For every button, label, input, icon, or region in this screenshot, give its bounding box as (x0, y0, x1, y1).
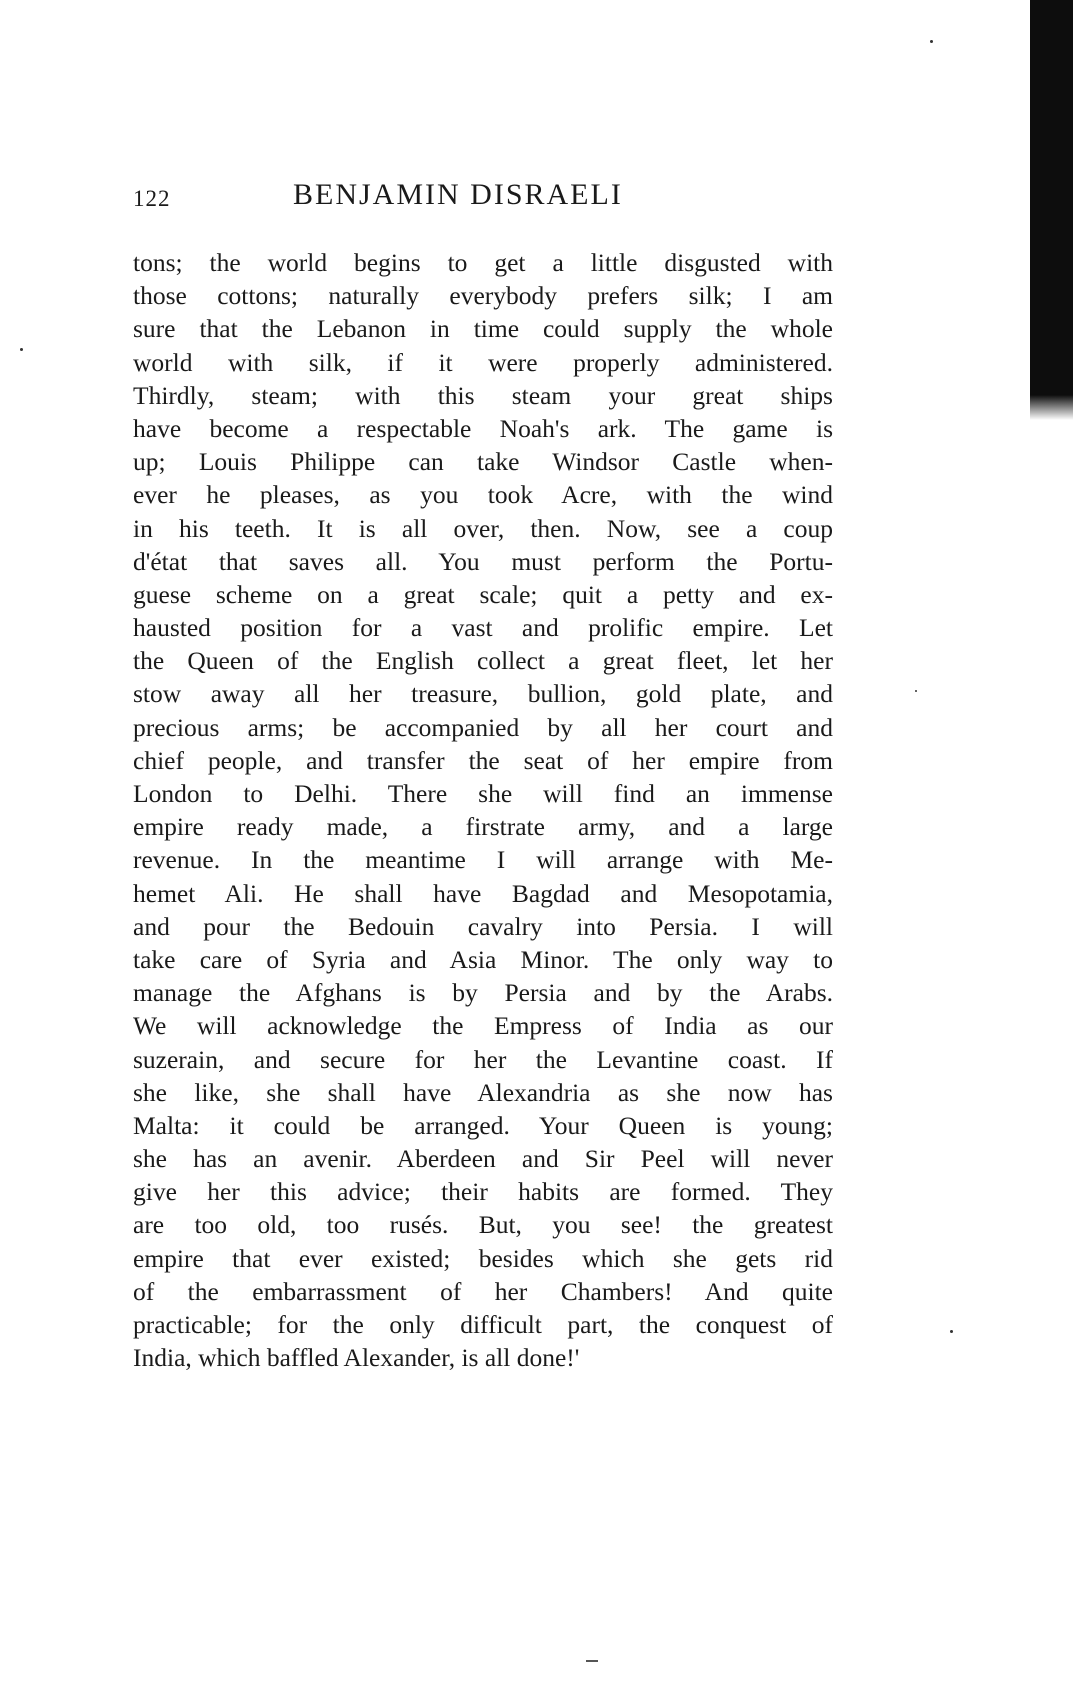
text-line: manage the Afghans is by Persia and by the Arabs. (133, 978, 833, 1008)
text-line: suzerain, and secure for her the Levantine coast. If (133, 1044, 833, 1074)
text-line: of the embarrassment of her Chambers! And quite (133, 1276, 833, 1306)
scan-speck (950, 1330, 953, 1333)
text-line: the Queen of the English collect a great fleet, let her (133, 646, 833, 676)
text-line: have become a respectable Noah's ark. The game is (133, 413, 833, 443)
page-number: 122 (133, 186, 171, 211)
text-line: those cottons; naturally everybody prefers silk; I am (133, 281, 833, 311)
text-line: tons; the world begins to get a little disgusted with (133, 248, 833, 277)
running-head: BENJAMIN DISRAELI (293, 178, 623, 211)
text-line-last: India, which baffled Alexander, is all done!' (133, 1343, 580, 1373)
text-line: empire ready made, a firstrate army, and a large (133, 812, 833, 842)
body-text (133, 246, 833, 1374)
text-line: Malta: it could be arranged. Your Queen is young; (133, 1110, 833, 1140)
text-line: she like, she shall have Alexandria as she now has (133, 1077, 833, 1107)
text-line: she has an avenir. Aberdeen and Sir Peel will never (133, 1144, 833, 1174)
scan-speck (915, 690, 917, 692)
scan-speck (930, 40, 933, 43)
text-line: sure that the Lebanon in time could supply the whole (133, 314, 833, 344)
text-line: empire that ever existed; besides which she gets rid (133, 1243, 833, 1273)
text-line: guese scheme on a great scale; quit a petty and ex- (133, 579, 833, 609)
text-line: are too old, too rusés. But, you see! the greatest (133, 1210, 833, 1240)
text-line: hemet Ali. He shall have Bagdad and Mesopotamia, (133, 878, 833, 908)
text-line: We will acknowledge the Empress of India as our (133, 1011, 833, 1041)
text-line: world with silk, if it were properly administered. (133, 347, 833, 377)
scan-speck (20, 348, 23, 351)
text-line: London to Delhi. There she will find an immense (133, 779, 833, 808)
text-line: take care of Syria and Asia Minor. The only way to (133, 944, 833, 974)
page-header (133, 178, 833, 218)
text-line: stow away all her treasure, bullion, gold plate, and (133, 679, 833, 709)
text-line: in his teeth. It is all over, then. Now, see a coup (133, 513, 833, 543)
text-line: and pour the Bedouin cavalry into Persia. I will (133, 911, 833, 941)
text-line: precious arms; be accompanied by all her court and (133, 712, 833, 742)
scan-binding-edge (1030, 0, 1073, 420)
text-line: Thirdly, steam; with this steam your great ships (133, 380, 833, 410)
text-line: up; Louis Philippe can take Windsor Castle when- (133, 447, 833, 477)
scan-mark (586, 1660, 598, 1662)
text-line: chief people, and transfer the seat of her empire from (133, 745, 833, 775)
text-line: d'état that saves all. You must perform the Portu- (133, 546, 833, 576)
text-line: revenue. In the meantime I will arrange with Me- (133, 845, 833, 875)
text-line: practicable; for the only difficult part, the conquest of (133, 1310, 833, 1339)
text-line: give her this advice; their habits are formed. They (133, 1177, 833, 1207)
text-line: hausted position for a vast and prolific empire. Let (133, 613, 833, 643)
text-line: ever he pleases, as you took Acre, with the wind (133, 480, 833, 510)
